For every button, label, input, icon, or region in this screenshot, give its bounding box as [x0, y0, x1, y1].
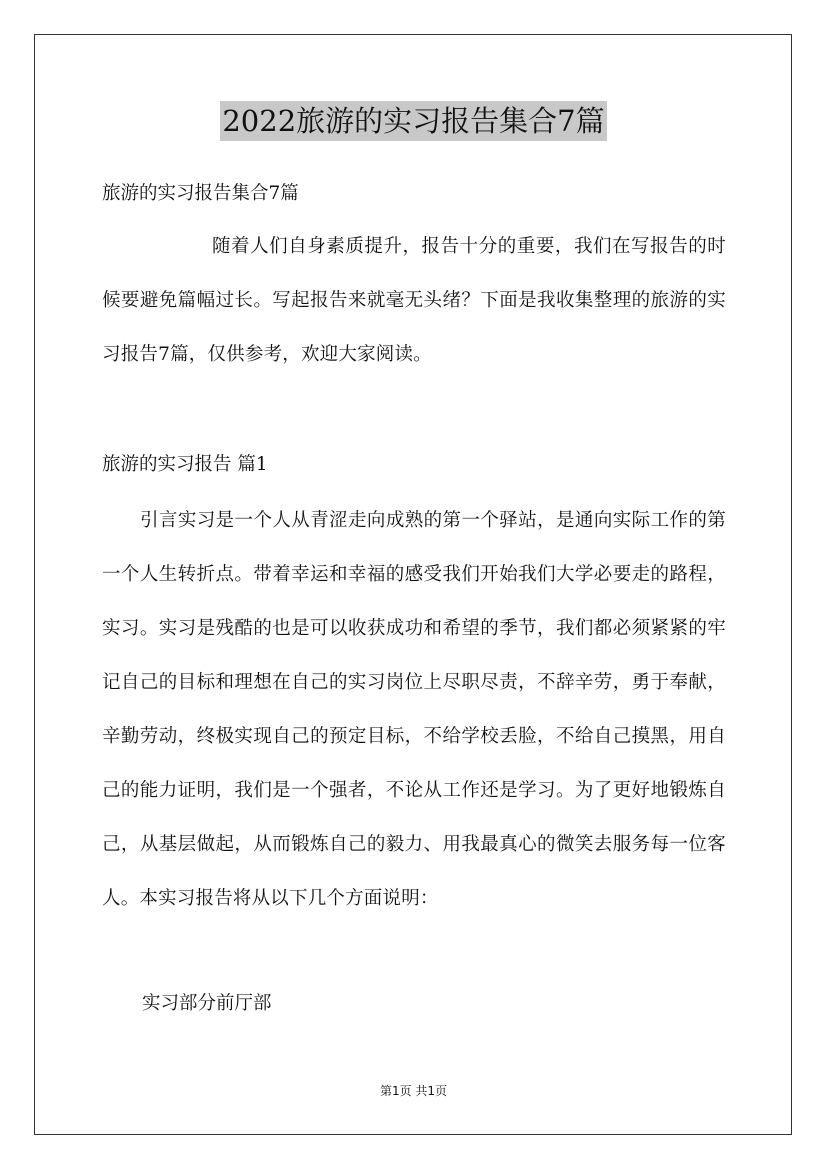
document-title: 2022旅游的实习报告集合7篇: [220, 101, 606, 141]
sub-section-heading: 实习部分前厅部: [142, 993, 272, 1014]
intro-paragraph: 随着人们自身素质提升，报告十分的重要，我们在写报告的时候要避免篇幅过长。写起报告来就毫无头绪？下面是我收集整理的旅游的实习报告7篇，仅供参考，欢迎大家阅读。: [102, 236, 726, 365]
title-container: [0, 101, 827, 141]
page-footer: 第1页 共1页: [379, 1084, 448, 1098]
section-heading: 旅游的实习报告 篇1: [102, 454, 268, 475]
document-subtitle: 旅游的实习报告集合7篇: [102, 183, 299, 204]
section-paragraph: 引言实习是一个人从青涩走向成熟的第一个驿站，是通向实际工作的第一个人生转折点。带着幸运和幸福的感受我们开始我们大学必要走的路程，实习。实习是残酷的也是可以收获成功和希望的季节，我们都必须紧紧的牢记自己的目标和理想在自己的实习岗位上尽职尽责，不辞辛劳，勇于奉献，辛勤劳动，终极实现自己的预定目标，不给学校丢脸，不给自己摸黑，用自己的能力证明，我们是一个强者，不论从工作还是学习。为了更好地锻炼自己，从基层做起，从而锻炼自己的毅力、用我最真心的微笑去服务每一位客人。本实习报告将从以下几个方面说明：: [102, 510, 726, 909]
